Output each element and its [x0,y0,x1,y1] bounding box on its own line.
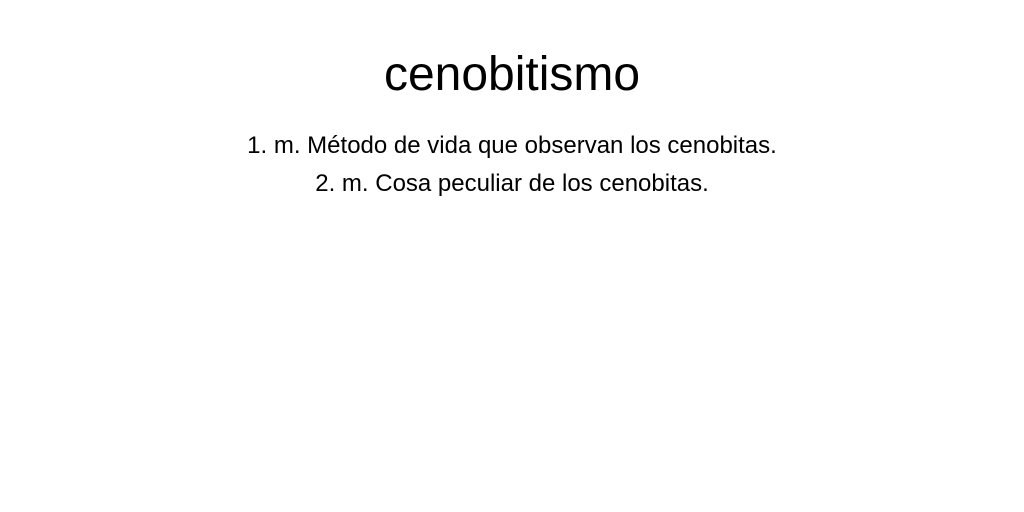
definition-list [0,127,1024,203]
entry-title: cenobitismo [383,48,641,101]
definition-item: 2. m. Cosa peculiar de los cenobitas. [315,170,709,197]
definition-item: 1. m. Método de vida que observan los cenobitas. [247,132,777,159]
